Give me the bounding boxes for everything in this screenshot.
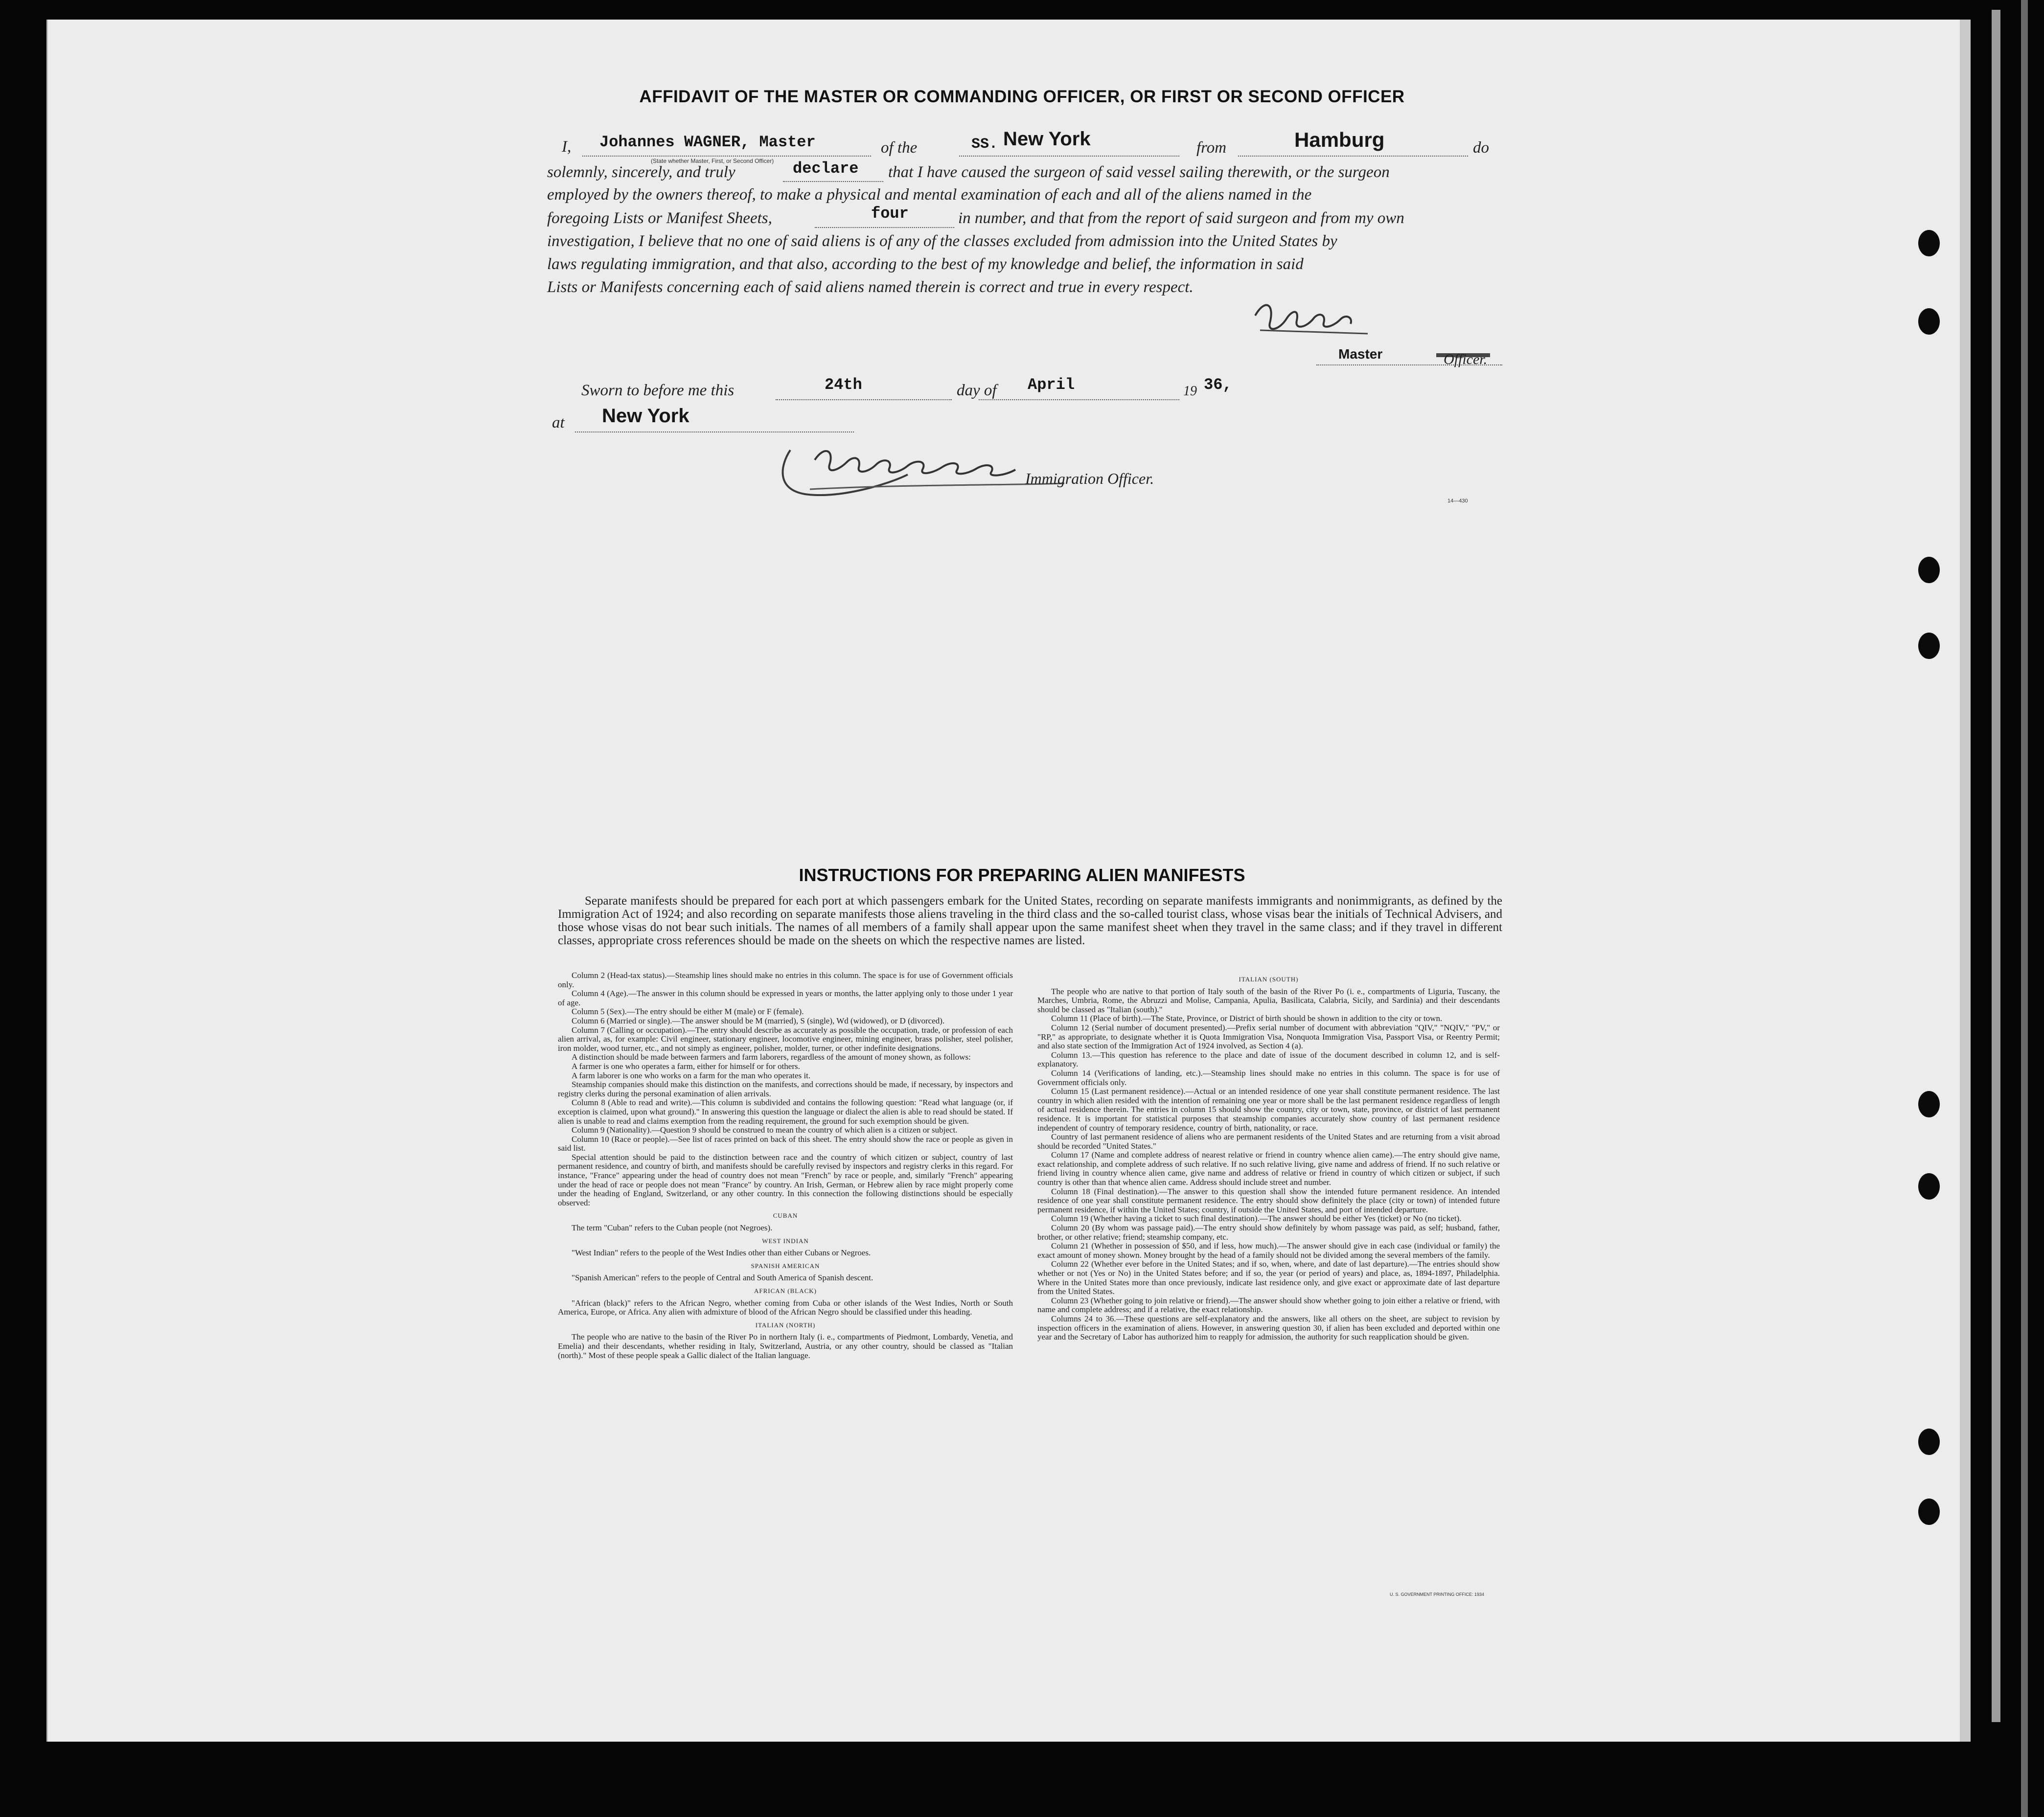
instruction-paragraph: Column 4 (Age).—The answer in this column should be expressed in years or months, the latter applying only to those under 1 year of age.: [558, 989, 1013, 1007]
printer-note: U. S. GOVERNMENT PRINTING OFFICE: 1934: [1390, 1592, 1484, 1597]
instruction-paragraph: Column 7 (Calling or occupation).—The entry should describe as accurately as possible the occupation, trade, or profession of each alien arrival, as, for example: Civil engineer, stationary engineer, locomotive engineer, mining engineer, brass polisher, steel polisher, iron molder, wood turner, etc., and not simply as engineer, polisher, molder, turner, or other indefinite designations.: [558, 1025, 1013, 1053]
day-of-label: day of: [957, 382, 997, 399]
fill-line: [776, 399, 952, 400]
fill-line: [783, 181, 883, 182]
instruction-paragraph: Column 2 (Head-tax status).—Steamship lines should make no entries in this column. The space is for use of Government officials only.: [558, 971, 1013, 989]
instruction-paragraph: Column 20 (By whom was passage paid).—The entry should show definitely by whom passage was paid, as self; husband, father, brother, or other relative; friend; steamship company, etc.: [1037, 1223, 1500, 1242]
instruction-paragraph: Column 11 (Place of birth).—The State, Province, or District of birth should be shown in addition to the city or town.: [1051, 1014, 1443, 1023]
immigration-officer-label: Immigration Officer.: [1025, 470, 1154, 487]
instruction-paragraph: The people who are native to the basin of the River Po in northern Italy (i. e., compartments of Piedmont, Lombardy, Venetia, and Emelia) and their descendants, whether residing in Italy, Switzerland, Austria, or any other country, should be classed as "Italian (north)." Most of these people speak a Gallic dialect of the Italian language.: [558, 1332, 1013, 1360]
instruction-paragraph: The term "Cuban" refers to the Cuban people (not Negroes).: [572, 1223, 773, 1233]
line1-prefix: I,: [562, 138, 572, 156]
year-prefix: 19: [1183, 384, 1197, 399]
sworn-label: Sworn to before me this: [581, 382, 735, 399]
instruction-paragraph: Column 21 (Whether in possession of $50, and if less, how much).—The answer should give in each case (individual or family) the exact amount of money shown. Money brought by the head of a family should not be divided among the several members of the family.: [1037, 1241, 1500, 1260]
instruction-paragraph: A farmer is one who operates a farm, either for himself or for others.: [572, 1061, 800, 1071]
officer-note: (State whether Master, First, or Second Officer): [651, 158, 774, 164]
sworn-month: April: [1028, 376, 1075, 394]
instructions-left-column: [558, 971, 1013, 1360]
section-heading: WEST INDIAN: [762, 1237, 809, 1245]
instructions-title: INSTRUCTIONS FOR PREPARING ALIEN MANIFESTS: [799, 865, 1245, 885]
binder-hole: [1918, 1499, 1940, 1525]
vessel-name: New York: [1003, 128, 1091, 150]
instruction-paragraph: Steamship companies should make this distinction on the manifests, and corrections should be made, if necessary, by inspectors and registry clerks during the personal examination of alien arrivals.: [558, 1080, 1013, 1098]
instruction-paragraph: Column 14 (Verifications of landing, etc.).—Steamship lines should make no entries in this column. The space is for use of Government officials only.: [1037, 1068, 1500, 1087]
section-heading: ITALIAN (NORTH): [755, 1321, 816, 1329]
at-label: at: [552, 414, 565, 432]
instruction-paragraph: Columns 24 to 36.—These questions are self-explanatory and the answers, like all others on the sheet, are subject to revision by inspection officers in the examination of aliens. However, in answering question 30, if alien has been excluded and deported within one year and the Secretary of Labor has authorized him to reapply for admission, the authority for such reapplication should be given.: [1037, 1314, 1500, 1342]
fill-line: [815, 227, 954, 228]
instruction-paragraph: Column 5 (Sex).—The entry should be either M (male) or F (female).: [572, 1007, 804, 1017]
of-the-label: of the: [881, 139, 918, 157]
instruction-paragraph: Country of last permanent residence of aliens who are permanent residents of the United States and are returning from a visit abroad should be recorded "United States.": [1037, 1132, 1500, 1151]
sworn-place: New York: [602, 405, 689, 427]
binder-hole: [1918, 1429, 1940, 1455]
instruction-paragraph: Special attention should be paid to the distinction between race and the country of which citizen or subject, country of last permanent residence, and country of birth, and manifests should be carefully revised by inspectors and registry clerks in this regard. For instance, "France" appearing under the head of country does not mean "French" by race or people, and, similarly "French" appearing under the head of race or people does not mean "France" by country. An Irish, German, or Hebrew alien by race might properly come under the heading of England, Switzerland, or any other country. In this connection the following distinctions should be especially observed:: [558, 1152, 1013, 1207]
instruction-paragraph: Column 18 (Final destination).—The answer to this question shall show the intended future permanent residence. An intended residence of one year shall constitute permanent residence. The entry should show definitely the place (city or town) of intended future permanent residence, if within the United States; country, if outside the United States, and port of intended departure.: [1037, 1186, 1500, 1214]
instructions-right-column: [1037, 971, 1500, 1342]
line2-a: solemnly, sincerely, and truly: [547, 163, 735, 181]
line2-b: that I have caused the surgeon of said vessel sailing therewith, or the surgeon: [888, 163, 1390, 181]
instruction-paragraph: Column 8 (Able to read and write).—This column is subdivided and contains the following question: "Read what language (or, if exception is claimed, upon what ground)." In answering this question the language or dialect the alien is able to read should be stated. If alien is unable to read and claims exemption from the reading requirement, the ground for such exemption should be given.: [558, 1098, 1013, 1126]
section-heading: ITALIAN (SOUTH): [1239, 976, 1299, 983]
instruction-paragraph: Column 17 (Name and complete address of nearest relative or friend in country whence alien came).—The entry should give name, exact relationship, and complete address of such relative. If no such relative living, give name and address of friend. If no such relative or friend living in country whence alien came, give name and address of relative or friend in country of which citizen or subject, if such country is other than that whence alien came. Address should include street and number.: [1037, 1150, 1500, 1187]
instruction-paragraph: Column 13.—This question has reference to the place and date of issue of the document described in column 12, and is self-explanatory.: [1037, 1050, 1500, 1069]
affidavit-title: AFFIDAVIT OF THE MASTER OR COMMANDING OFFICER, OR FIRST OR SECOND OFFICER: [639, 87, 1405, 106]
sheet-count: four: [871, 204, 909, 223]
fill-line: [959, 156, 1179, 157]
form-number: 14—430: [1447, 498, 1468, 504]
fill-line: [1238, 156, 1468, 157]
port-from: Hamburg: [1294, 128, 1385, 151]
sworn-day: 24th: [825, 376, 862, 394]
instruction-paragraph: Column 9 (Nationality).—Question 9 should be construed to mean the country of which alien is a citizen or subject.: [572, 1125, 958, 1135]
instruction-paragraph: A farm laborer is one who works on a farm for the man who operates it.: [572, 1070, 811, 1080]
instruction-paragraph: "African (black)" refers to the African Negro, whether coming from Cuba or other islands of the West Indies, North or South America, Europe, or Africa. Any alien with admixture of blood of the African Negro should be classified under this heading.: [558, 1298, 1013, 1317]
section-heading: SPANISH AMERICAN: [751, 1262, 820, 1270]
officer-word: Officer.: [1444, 351, 1488, 367]
line3: employed by the owners thereof, to make a physical and mental examination of each and all of the aliens named in the: [547, 186, 1312, 204]
binder-hole: [1918, 308, 1940, 335]
year-suffix: 36,: [1204, 376, 1232, 394]
fill-line: [582, 156, 871, 157]
instruction-paragraph: Column 23 (Whether going to join relative or friend).—The answer should show whether going to join either a relative or friend, with name and complete address; and if a relative, the exact relationship.: [1037, 1295, 1500, 1315]
declare-word: declare: [793, 159, 859, 178]
binder-hole: [1918, 633, 1940, 659]
line4-b: in number, and that from the report of said surgeon and from my own: [958, 209, 1404, 227]
instruction-paragraph: "West Indian" refers to the people of the West Indies other than either Cubans or Negroes.: [572, 1248, 871, 1258]
instruction-paragraph: Column 22 (Whether ever before in the United States; and if so, when, where, and date of last departure).—The entries should show whether or not (Yes or No) in the United States before; and if so, the year (or period of years) and place, as, 1894-1897, Philadelphia. Where in the United States more than once previously, indicate last residence only, and give exact or approximate date of last departure from the United States.: [1037, 1259, 1500, 1296]
line5: investigation, I believe that no one of said aliens is of any of the classes excluded from admission into the United States by: [547, 232, 1337, 250]
do-label: do: [1473, 139, 1489, 157]
binder-hole: [1918, 1091, 1940, 1117]
line4-a: foregoing Lists or Manifest Sheets,: [547, 209, 772, 227]
instruction-paragraph: Column 6 (Married or single).—The answer should be M (married), S (single), Wd (widowed), or D (divorced).: [572, 1016, 945, 1025]
master-title: Master: [1338, 346, 1383, 362]
from-label: from: [1196, 139, 1227, 157]
section-heading: AFRICAN (BLACK): [754, 1287, 817, 1295]
instruction-paragraph: Column 10 (Race or people).—See list of races printed on back of this sheet. The entry should show the race or people as given in said list.: [558, 1134, 1013, 1153]
officer-name: Johannes WAGNER, Master: [599, 133, 816, 151]
instruction-paragraph: Column 15 (Last permanent residence).—Actual or an intended residence of one year shall constitute permanent residence. The last country in which alien resided with the intention of remaining one year or more shall be the last permanent residence regardless of length of actual residence therein. The entries in column 15 should show the country, city or town, state, province, or district of last permanent residence. It is important for statistical purposes that steamship companies accurately show country of last permanent residence independent of country of temporary residence, country of birth, nationality, or race.: [1037, 1087, 1500, 1133]
page-edge: [2021, 0, 2028, 1817]
fill-line: [979, 399, 1179, 400]
instruction-paragraph: Column 19 (Whether having a ticket to such final destination).—The answer should be either Yes (ticket) or No (no ticket).: [1051, 1214, 1462, 1224]
instruction-paragraph: Column 12 (Serial number of document presented).—Prefix serial number of document with abbreviation "QIV," "NQIV," "PV," or "RP," as appropriate, to designate whether it is Quota Immigration Visa, Nonquota Immigration Visa, Passport Visa, or Reentry Permit; and also state section of the Immigration Act of 1924 involved, as Section 4 (a).: [1037, 1022, 1500, 1051]
binder-hole: [1918, 557, 1940, 583]
section-heading: CUBAN: [773, 1212, 798, 1220]
binder-hole: [1918, 1173, 1940, 1200]
instructions-intro: Separate manifests should be prepared for each port at which passengers embark for the United States, recording on separate manifests immigrants and nonimmigrants, as defined by the Immigration Act of 1924; and also recording on separate manifests those aliens traveling in the third class and the so-called tourist class, whose visas bear the initials of Technical Advisers, and those whose visas do not bear such initials. The names of all members of a family shall appear upon the same manifest sheet when they travel in the same class; and if they travel in different classes, appropriate cross references should be made on the sheets on which the respective names are listed.: [558, 894, 1502, 947]
master-signature: [1245, 289, 1373, 342]
vessel-prefix: SS.: [971, 136, 998, 153]
instruction-paragraph: The people who are native to that portion of Italy south of the basin of the River Po (i. e., compartments of Liguria, Tuscany, the Marches, Umbria, Rome, the Abruzzi and Molise, Campania, Apulia, Basilicata, Calabria, Sicily, and Sardinia) and their descendants should be classed as "Italian (south).": [1037, 986, 1500, 1014]
line7: Lists or Manifests concerning each of said aliens named therein is correct and true in every respect.: [547, 278, 1194, 296]
line6: laws regulating immigration, and that also, according to the best of my knowledge and belief, the information in said: [547, 255, 1304, 273]
instruction-paragraph: "Spanish American" refers to the people of Central and South America of Spanish descent.: [572, 1273, 873, 1283]
instruction-paragraph: A distinction should be made between farmers and farm laborers, regardless of the amount of money shown, as follows:: [572, 1052, 971, 1062]
binder-hole: [1918, 230, 1940, 256]
